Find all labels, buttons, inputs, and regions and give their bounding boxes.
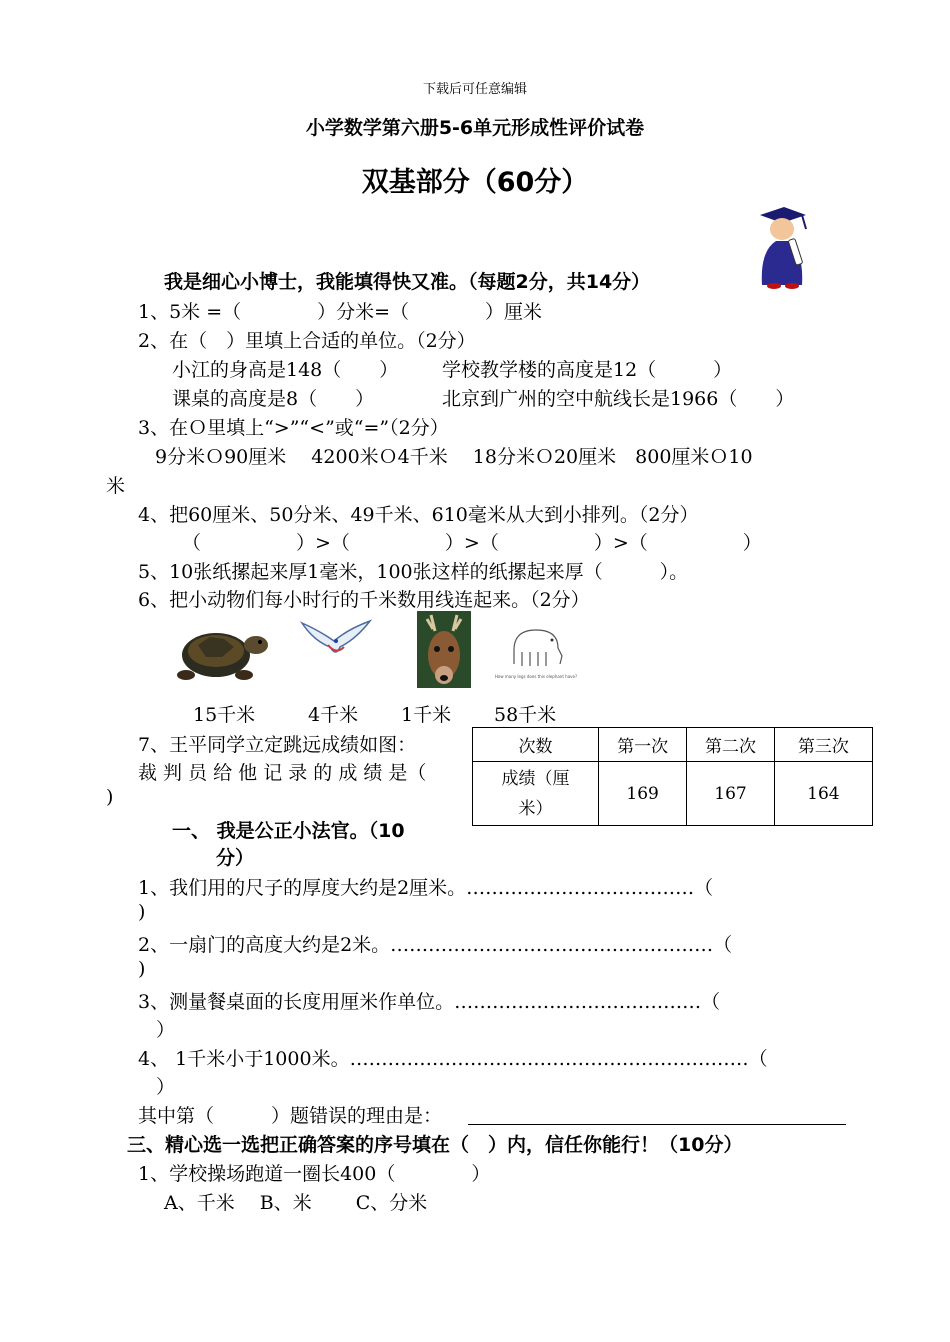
section3-heading: 三、精心选一选把正确答案的序号填在（ ）内，信任你能行！（10分）: [127, 1134, 743, 1156]
wrong-reason-prompt: 其中第（ ）题错误的理由是：: [138, 1105, 443, 1127]
row-label-line2: 米）: [518, 798, 553, 819]
judge-item-2-close: ): [138, 958, 146, 980]
table-header: 第一次: [598, 728, 686, 762]
judge-item-2: 2、一扇门的高度大约是2米。……………………………………………（: [138, 934, 733, 956]
judge-item-1-close: ): [138, 901, 146, 923]
turtle-image: [172, 617, 270, 687]
question-3b: 米: [106, 475, 126, 497]
section1-heading: 我是细心小博士，我能填得快又准。（每题2分，共14分）: [164, 271, 651, 293]
question-7-line3: ): [106, 786, 114, 808]
table-header: 次数: [473, 728, 599, 762]
row-label-line1: 成绩（厘: [501, 768, 570, 789]
speed-label-3: 1千米: [401, 704, 452, 726]
dove-image: [300, 617, 372, 661]
question-7-line2: 裁 判 员 给 他 记 录 的 成 绩 是（: [138, 762, 427, 784]
question-2b: 学校教学楼的高度是12（ ）: [442, 359, 733, 381]
speed-label-4: 58千米: [494, 704, 557, 726]
doctor-illustration: [752, 205, 812, 287]
header-note: 下载后可任意编辑: [422, 82, 527, 97]
exam-title: 小学数学第六册5-6单元形成性评价试卷: [305, 117, 645, 139]
deer-image: [417, 611, 471, 688]
question-5: 5、10张纸摞起来厚1毫米，100张这样的纸摞起来厚（ ）。: [138, 561, 689, 583]
judge-item-4: 4、 1千米小于1000米。………………………………………………………（: [138, 1048, 768, 1070]
judge-item-3: 3、测量餐桌面的长度用厘米作单位。…………………………………（: [138, 991, 721, 1013]
elephant-illusion-image: [494, 620, 578, 682]
speed-label-1: 15千米: [193, 704, 256, 726]
section2-heading: 一、 我是公正小法官。（10: [172, 820, 405, 842]
table-header-row: [473, 728, 873, 762]
choice-question-1-options: A、千米 B、米 C、分米: [164, 1192, 428, 1214]
table-cell: 167: [687, 762, 774, 826]
question-2: 2、在（ ）里填上合适的单位。（2分）: [138, 330, 476, 352]
question-7: 7、王平同学立定跳远成绩如图：: [138, 734, 417, 756]
judge-item-3-close: ）: [156, 1019, 176, 1041]
exam-subtitle: 双基部分（60分）: [361, 167, 589, 198]
question-4a: （ ）>（ ）>（ ）>（ ）: [182, 532, 762, 554]
judge-item-4-close: ）: [156, 1076, 176, 1098]
question-2d: 北京到广州的空中航线长是1966（ ）: [442, 388, 795, 410]
table-header: 第三次: [774, 728, 872, 762]
question-6: 6、把小动物们每小时行的千米数用线连起来。（2分）: [138, 589, 590, 611]
judge-item-1: 1、我们用的尺子的厚度大约是2厘米。………………………………（: [138, 877, 714, 899]
row-label-cell: [473, 762, 599, 826]
table-cell: 169: [598, 762, 686, 826]
question-4: 4、把60厘米、50分米、49千米、610毫米从大到小排列。（2分）: [138, 504, 699, 526]
table-header: 第二次: [687, 728, 774, 762]
question-3: 3、在Ｏ里填上“>”“<”或“=”（2分）: [138, 417, 449, 439]
question-3a: 9分米Ｏ90厘米 4200米Ｏ4千米 18分米Ｏ20厘米 800厘米Ｏ10: [155, 446, 753, 468]
question-2c: 课桌的高度是8（ ）: [172, 388, 375, 410]
answer-underline: [468, 1124, 846, 1125]
speed-label-2: 4千米: [308, 704, 359, 726]
section2-heading-line2: 分）: [216, 847, 255, 869]
question-2a: 小江的身高是148（ ）: [172, 359, 399, 381]
choice-question-1: 1、学校操场跑道一圈长400（ ）: [138, 1163, 491, 1185]
jump-score-table: [472, 727, 873, 826]
question-1: 1、5米 =（ ）分米=（ ）厘米: [138, 301, 543, 323]
elephant-caption: How many legs does this elephant have?: [494, 674, 578, 679]
table-row: [473, 762, 873, 826]
table-cell: 164: [774, 762, 872, 826]
